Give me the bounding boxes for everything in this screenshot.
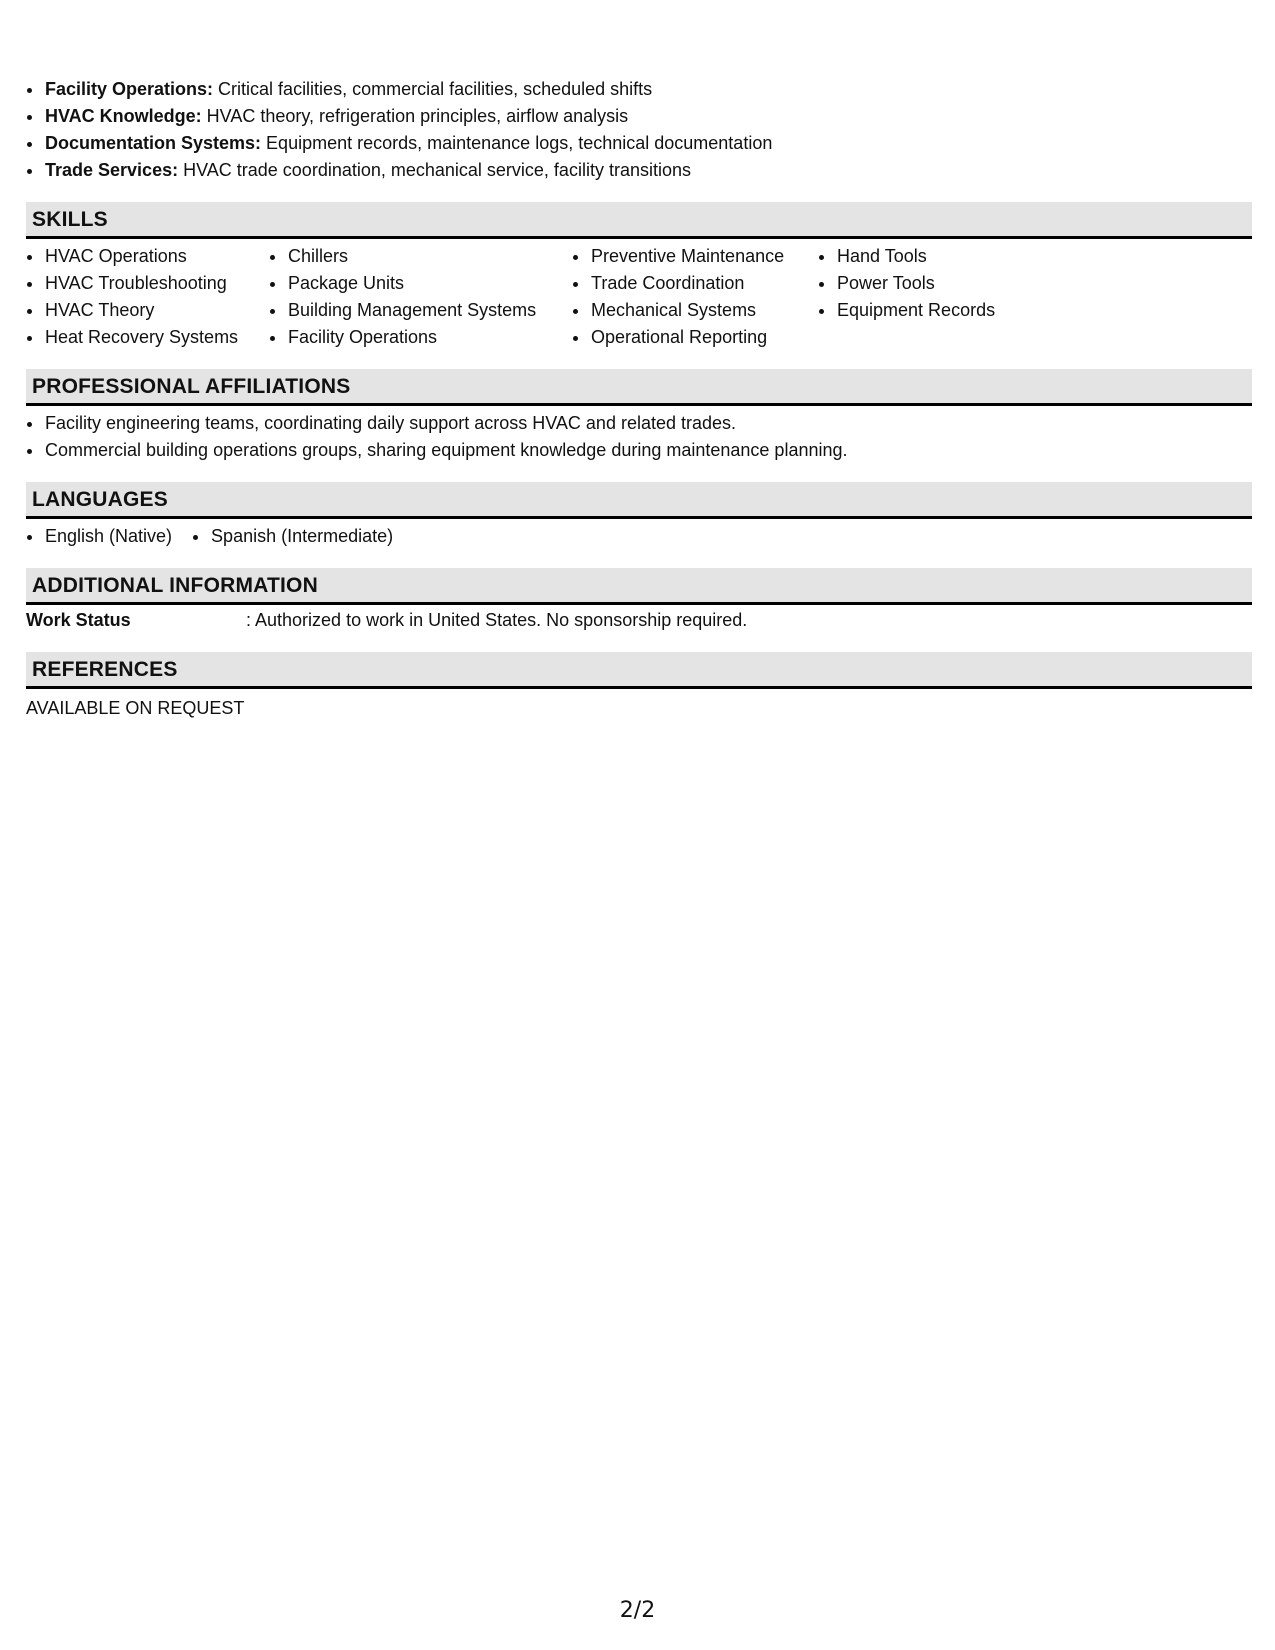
affiliations-body [26, 406, 1252, 464]
competency-label: Documentation Systems: [45, 133, 262, 153]
skill-item: • Hand Tools [836, 243, 1056, 270]
competency-value: HVAC theory, refrigeration principles, airflow analysis [201, 106, 629, 126]
section-heading: PROFESSIONAL AFFILIATIONS [26, 369, 1252, 406]
skill-item: • Building Management Systems [287, 297, 572, 324]
competency-value: HVAC trade coordination, mechanical service, facility transitions [178, 160, 691, 180]
skills-column [818, 243, 1056, 351]
resume-page [26, 76, 1252, 722]
page-number: 2/2 [619, 1598, 656, 1623]
section-heading: ADDITIONAL INFORMATION [26, 568, 1252, 605]
affiliation-item: • Commercial building operations groups, sharing equipment knowledge during maintenance planning. [44, 437, 1252, 464]
skill-item: • Heat Recovery Systems [44, 324, 269, 351]
skill-item: • HVAC Operations [44, 243, 269, 270]
skill-item: • Chillers [287, 243, 572, 270]
language-item: • English (Native) [44, 523, 172, 550]
skill-item: • Preventive Maintenance [590, 243, 818, 270]
competency-label: Trade Services: [45, 160, 179, 180]
languages-section [26, 482, 1252, 550]
list-item [44, 76, 1252, 103]
list-item [44, 130, 1252, 157]
affiliations-list [26, 410, 1252, 464]
skill-item: • HVAC Troubleshooting [44, 270, 269, 297]
competency-label: HVAC Knowledge: [45, 106, 202, 126]
skills-section [26, 202, 1252, 351]
competency-value: Equipment records, maintenance logs, technical documentation [261, 133, 773, 153]
skill-item: • Package Units [287, 270, 572, 297]
skill-item: • Power Tools [836, 270, 1056, 297]
skills-column [26, 243, 269, 351]
skill-item: • Equipment Records [836, 297, 1056, 324]
section-heading: SKILLS [26, 202, 1252, 239]
affiliation-item: • Facility engineering teams, coordinating daily support across HVAC and related trades. [44, 410, 1252, 437]
additional-info-section [26, 568, 1252, 634]
skills-column [572, 243, 818, 351]
work-status-value: : Authorized to work in United States. No sponsorship required. [246, 610, 748, 630]
languages-list [26, 523, 172, 550]
skill-item: • Mechanical Systems [590, 297, 818, 324]
competency-value: Critical facilities, commercial facilities, scheduled shifts [213, 79, 653, 99]
work-status-label: Work Status [26, 610, 131, 630]
skills-grid [26, 239, 1252, 351]
list-item [44, 103, 1252, 130]
references-section [26, 652, 1252, 722]
skill-item: • Trade Coordination [590, 270, 818, 297]
skills-column [269, 243, 572, 351]
competencies-list [26, 76, 1252, 184]
list-item [44, 157, 1252, 184]
section-heading: REFERENCES [26, 652, 1252, 689]
languages-list [192, 523, 393, 550]
language-item: • Spanish (Intermediate) [210, 523, 393, 550]
work-status-row [26, 605, 1252, 634]
references-text: AVAILABLE ON REQUEST [26, 698, 245, 718]
affiliations-section [26, 369, 1252, 464]
section-heading: LANGUAGES [26, 482, 1252, 519]
skill-item: • Facility Operations [287, 324, 572, 351]
competency-label: Facility Operations: [45, 79, 214, 99]
skill-item: • Operational Reporting [590, 324, 818, 351]
skill-item: • HVAC Theory [44, 297, 269, 324]
languages-row [26, 519, 1252, 550]
